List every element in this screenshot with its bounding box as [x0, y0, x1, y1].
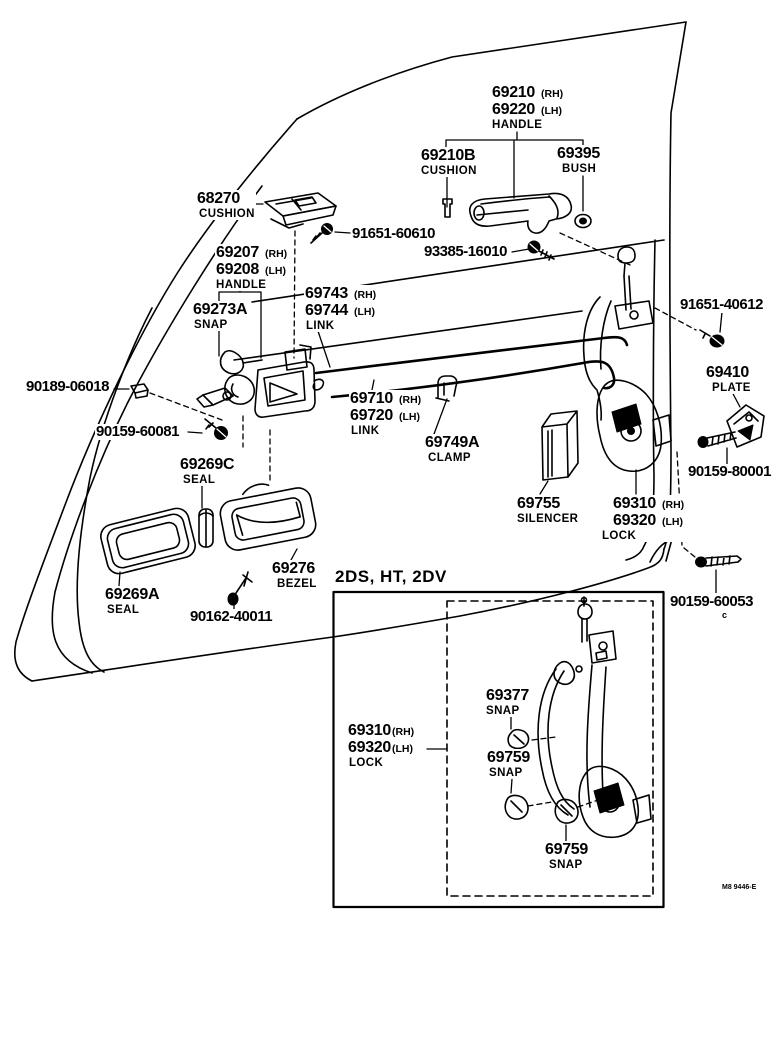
part-name: LINK — [306, 320, 335, 332]
part-name: SNAP — [486, 705, 520, 717]
part-note: c — [722, 610, 728, 620]
label-screw-90162-40011 — [189, 609, 273, 625]
label-seal-a — [104, 586, 160, 616]
label-nut-90189-06018 — [25, 379, 110, 395]
part-number: 90159-60053 — [670, 593, 753, 610]
part-number: 91651-40612 — [680, 296, 763, 313]
label-screw-93385-16010 — [423, 244, 508, 260]
part-name: CUSHION — [421, 165, 477, 177]
label-snap-69759-lower — [544, 841, 589, 871]
side-suffix: (LH) — [354, 306, 375, 318]
side-suffix: (LH) — [541, 105, 562, 117]
part-number: 90159-80001 — [688, 463, 771, 480]
side-suffix: (LH) — [662, 516, 683, 528]
part-number: 69276 — [272, 560, 315, 577]
label-screw-90159-60081 — [95, 424, 180, 440]
part-number: 69410 — [706, 364, 749, 381]
seal-a-drawing — [98, 506, 197, 576]
cushion-clip-drawing — [265, 193, 336, 228]
part-name: HANDLE — [216, 279, 267, 291]
outer-handle-drawing — [470, 193, 572, 233]
label-cushion-inner — [196, 190, 256, 220]
label-seal-c — [179, 456, 235, 486]
part-number: 69755 — [517, 495, 560, 512]
part-number: 69273A — [193, 301, 248, 318]
part-number: 90189-06018 — [26, 378, 109, 395]
plate-code: M8 9446-E — [722, 884, 757, 891]
screw-90162-drawing — [228, 572, 252, 605]
inset-title: 2DS, HT, 2DV — [335, 567, 447, 586]
snap-69377-drawing — [508, 730, 528, 749]
part-number: 69720 — [350, 407, 393, 424]
part-name: SNAP — [549, 859, 583, 871]
part-number: 69310 — [613, 495, 656, 512]
label-bezel — [271, 560, 318, 590]
part-number: 90162-40011 — [190, 608, 273, 625]
side-suffix: (LH) — [399, 411, 420, 423]
part-number: 69220 — [492, 101, 535, 118]
label-lock-main — [602, 495, 685, 542]
part-name: BUSH — [562, 163, 597, 175]
part-number: 69743 — [305, 285, 348, 302]
side-suffix: (LH) — [392, 743, 413, 755]
part-number: 69710 — [350, 390, 393, 407]
part-number: 69744 — [305, 302, 348, 319]
side-suffix: (RH) — [541, 88, 564, 100]
part-name: CLAMP — [428, 452, 471, 464]
part-number: 69749A — [425, 434, 480, 451]
part-name: SEAL — [183, 474, 216, 486]
nut-90189-drawing — [131, 384, 148, 398]
part-number: 69395 — [557, 145, 600, 162]
side-suffix: (RH) — [392, 726, 415, 738]
label-snap-69759-upper — [486, 749, 531, 779]
label-lock-inset — [347, 722, 415, 769]
part-name: CUSHION — [199, 208, 255, 220]
label-snap-69377 — [485, 687, 530, 717]
seal-c-drawing — [199, 509, 213, 547]
bezel-drawing — [216, 475, 318, 552]
part-number: 69208 — [216, 261, 259, 278]
part-name: LOCK — [602, 530, 637, 542]
label-screw-91651-40612 — [679, 297, 764, 313]
label-outer-handle — [491, 84, 564, 131]
part-number: 69759 — [487, 749, 530, 766]
screw-93385-16010-drawing — [528, 241, 554, 260]
screw-90159-60081-drawing — [205, 419, 228, 440]
side-suffix: (RH) — [265, 248, 288, 260]
side-suffix: (RH) — [354, 289, 377, 301]
screw-90159-60053-drawing — [696, 556, 742, 567]
screw-91651-60610-drawing — [311, 224, 333, 244]
door-lock-drawing — [584, 247, 671, 471]
part-name: SNAP — [489, 767, 523, 779]
part-name: HANDLE — [492, 119, 543, 131]
part-name: LOCK — [349, 757, 384, 769]
bush-drawing — [575, 215, 591, 228]
side-suffix: (RH) — [662, 499, 685, 511]
part-number: 69269C — [180, 456, 235, 473]
part-number: 69210B — [421, 147, 476, 164]
bolt-90159-80001-drawing — [698, 432, 736, 448]
side-suffix: (LH) — [265, 265, 286, 277]
label-plate — [705, 364, 752, 394]
label-screw-90159-60053 — [669, 593, 754, 620]
part-number: 90159-60081 — [96, 423, 179, 440]
part-name: LINK — [351, 425, 380, 437]
part-number: 69320 — [613, 512, 656, 529]
label-link-rear — [304, 285, 377, 332]
part-name: SEAL — [107, 604, 140, 616]
part-number: 91651-60610 — [352, 225, 435, 242]
clamp-drawing — [436, 376, 457, 401]
label-bolt-90159-80001 — [687, 464, 772, 480]
snap-69759-upper-drawing — [505, 795, 528, 819]
part-number: 69269A — [105, 586, 160, 603]
part-name: SNAP — [194, 319, 228, 331]
part-number: 69320 — [348, 739, 391, 756]
label-inner-handle — [215, 244, 288, 291]
part-number: 68270 — [197, 190, 240, 207]
plate-drawing — [727, 405, 764, 447]
screw-91651-40612-drawing — [700, 330, 724, 347]
part-number: 93385-16010 — [424, 243, 507, 260]
label-bush — [556, 145, 601, 175]
part-number: 69207 — [216, 244, 259, 261]
part-name: BEZEL — [277, 578, 317, 590]
label-clamp — [424, 434, 480, 464]
link-rods-drawing — [316, 337, 627, 397]
part-number: 69310 — [348, 722, 391, 739]
part-name: PLATE — [712, 382, 751, 394]
label-screw-91651-60610 — [351, 226, 436, 242]
part-number: 69210 — [492, 84, 535, 101]
label-silencer — [516, 495, 579, 525]
label-cushion-outer — [420, 147, 478, 177]
side-suffix: (RH) — [399, 394, 422, 406]
silencer-drawing — [542, 411, 578, 480]
part-name: SILENCER — [517, 513, 579, 525]
part-number: 69759 — [545, 841, 588, 858]
label-link-front — [349, 390, 422, 437]
part-number: 69377 — [486, 687, 529, 704]
label-snap-69273a — [192, 301, 248, 331]
